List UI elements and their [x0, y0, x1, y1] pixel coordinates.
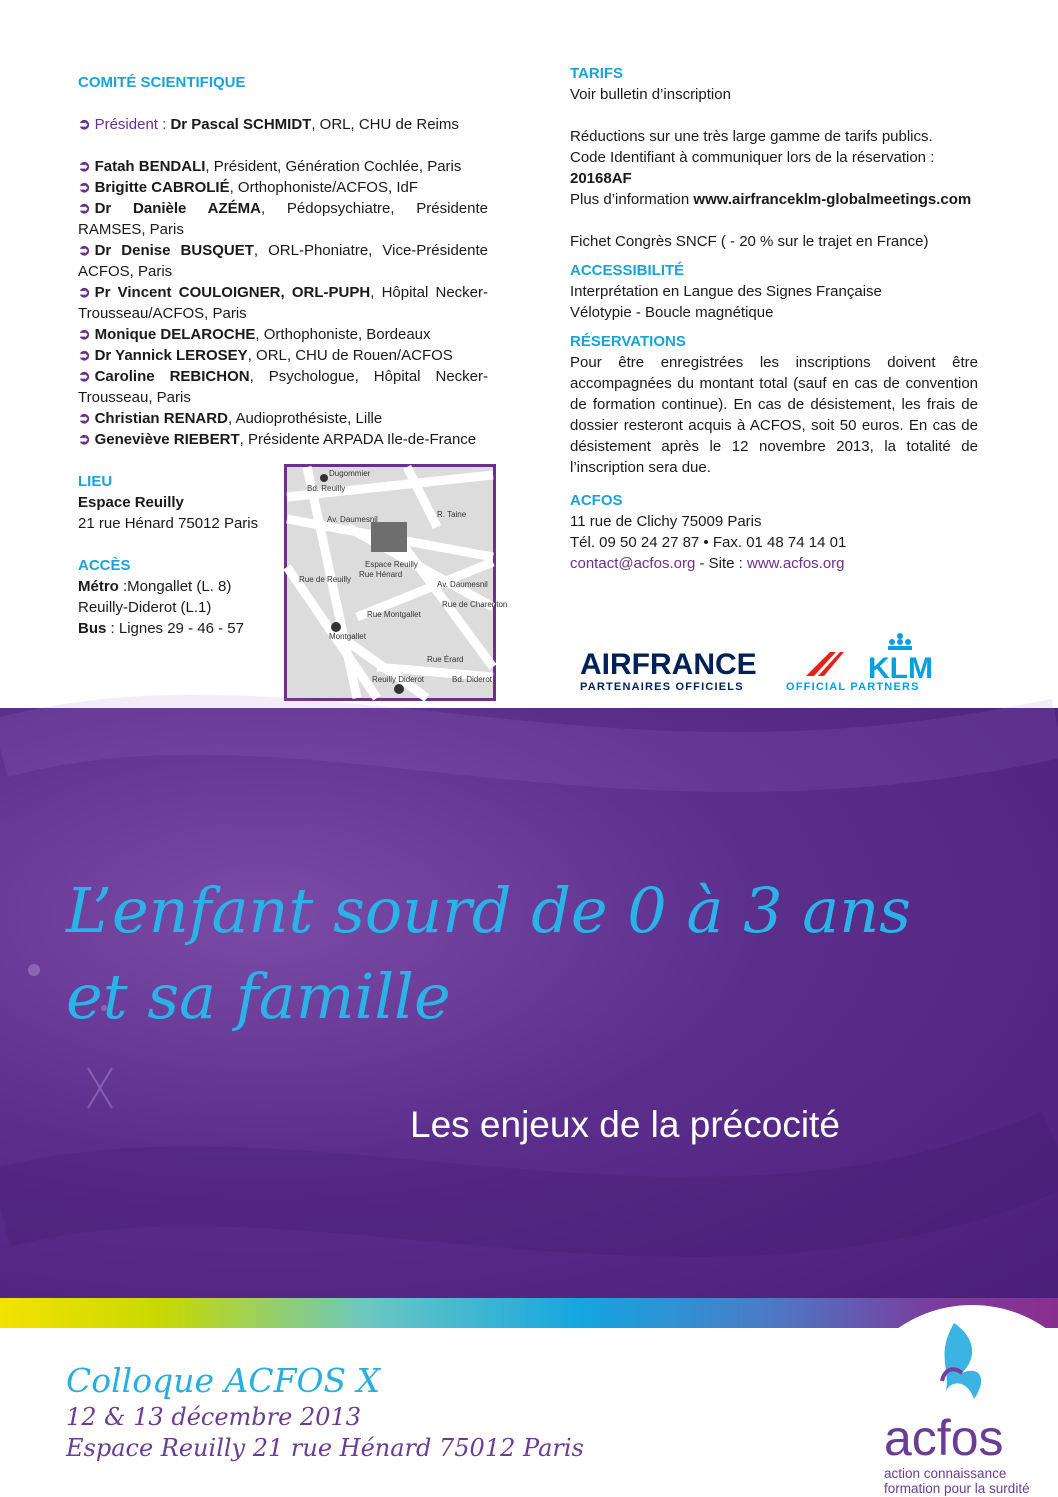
member-entry: ➲ Geneviève RIEBERT, Présidente ARPADA Ile-de-France — [78, 431, 477, 448]
president-entry: ➲ Président : Dr Pascal SCHMIDT, ORL, CHU de Reims — [78, 116, 459, 133]
acfos-wordmark: acfos — [884, 1410, 1004, 1466]
acfos-tagline2: formation pour la surdité — [884, 1481, 1030, 1496]
arrow-icon: ➲ — [78, 116, 91, 133]
map-label: R. Taine — [437, 510, 467, 519]
map-label: Montgallet — [329, 632, 366, 641]
map-illustration — [287, 467, 508, 698]
access-heading: ACCESSIBILITÉ — [570, 262, 685, 279]
hero-band — [0, 708, 1058, 1300]
arrow-icon: ➲ — [78, 179, 91, 196]
hero-title: L’enfant sourd de 0 à 3 ans et sa famille — [66, 874, 911, 1033]
map-label: Rue de Charenton — [442, 600, 508, 609]
tarifs-line2: Réductions sur une très large gamme de tarifs publics. — [570, 128, 933, 145]
resa-heading: RÉSERVATIONS — [570, 333, 686, 350]
map-label: Bd. Reuilly — [307, 484, 346, 493]
map-label: Rue Montgallet — [367, 610, 421, 619]
event-location: Espace Reuilly 21 rue Hénard 75012 Paris — [66, 1434, 584, 1462]
comite-heading: COMITÉ SCIENTIFIQUE — [78, 74, 246, 91]
tarifs-line1: Voir bulletin d’inscription — [570, 86, 731, 103]
access-line2: Vélotypie - Boucle magnétique — [570, 304, 774, 321]
airfrance-logo: AIRFRANCE — [580, 648, 757, 681]
right-column — [570, 63, 978, 574]
event-date: 12 & 13 décembre 2013 — [66, 1403, 362, 1431]
acfos-phone: Tél. 09 50 24 27 87 • Fax. 01 48 74 14 01 — [570, 534, 847, 551]
location-map — [284, 464, 508, 701]
member-entry: ➲ Caroline REBICHON, Psychologue, Hôpital Necker-Trousseau, Paris — [78, 368, 488, 406]
arrow-icon: ➲ — [78, 158, 91, 175]
hero-subtitle: Les enjeux de la précocité — [410, 1104, 840, 1145]
member-entry: ➲ Fatah BENDALI, Président, Génération Cochlée, Paris — [78, 158, 462, 175]
acfos-contact: contact@acfos.org - Site : www.acfos.org — [570, 555, 845, 572]
acfos-logo — [862, 1295, 1058, 1497]
member-entry: ➲ Brigitte CABROLIÉ, Orthophoniste/ACFOS, IdF — [78, 179, 418, 196]
arrow-icon: ➲ — [78, 284, 91, 301]
member-list — [78, 156, 488, 450]
lieu-address: 21 rue Hénard 75012 Paris — [78, 515, 259, 532]
acces-reuilly: Reuilly-Diderot (L.1) — [78, 599, 212, 616]
lieu-heading: LIEU — [78, 473, 113, 490]
map-label: Dugommier — [329, 469, 371, 478]
tarifs-info-link[interactable]: www.airfranceklm-globalmeetings.com — [693, 191, 972, 208]
acces-bus: Bus : Lignes 29 - 46 - 57 — [78, 620, 244, 637]
map-label: Rue de Reuilly — [299, 575, 352, 584]
partner-logos — [578, 630, 958, 700]
arrow-icon: ➲ — [78, 242, 91, 259]
tarifs-heading: TARIFS — [570, 65, 624, 82]
tarifs-code: 20168AF — [570, 170, 632, 187]
klm-crown-icon — [888, 633, 912, 650]
tarifs-sncf: Fichet Congrès SNCF ( - 20 % sur le trajet en France) — [570, 233, 929, 250]
event-title: Colloque ACFOS X — [66, 1361, 381, 1400]
partners-tagline-fr: PARTENAIRES OFFICIELS — [580, 681, 744, 693]
tarifs-line3: Code Identifiant à communiquer lors de la réservation : — [570, 149, 935, 166]
acces-heading: ACCÈS — [78, 557, 131, 574]
access-line1: Interprétation en Langue des Signes Française — [570, 283, 882, 300]
member-entry: ➲ Christian RENARD, Audioprothésiste, Lille — [78, 410, 383, 427]
acfos-heading: ACFOS — [570, 492, 623, 509]
map-label: Espace Reuilly — [365, 560, 418, 569]
arrow-icon: ➲ — [78, 326, 91, 343]
arrow-icon: ➲ — [78, 347, 91, 364]
email-link[interactable]: contact@acfos.org — [570, 555, 696, 572]
map-label: Rue Hénard — [359, 570, 403, 579]
tarifs-info: Plus d’information www.airfranceklm-globalmeetings.com — [570, 191, 972, 208]
arrow-icon: ➲ — [78, 200, 91, 217]
acfos-tagline1: action connaissance — [884, 1466, 1007, 1481]
klm-logo: KLM — [868, 652, 933, 685]
map-label: Av. Daumesnil — [437, 580, 488, 589]
lieu-name: Espace Reuilly — [78, 494, 184, 511]
member-entry: ➲ Dr Denise BUSQUET, ORL-Phoniatre, Vice-Présidente ACFOS, Paris — [78, 242, 488, 280]
member-entry: ➲ Monique DELAROCHE, Orthophoniste, Bordeaux — [78, 326, 431, 343]
member-entry: ➲ Pr Vincent COULOIGNER, ORL-PUPH, Hôpital Necker-Trousseau/ACFOS, Paris — [78, 284, 489, 322]
map-label: Rue Érard — [427, 655, 464, 664]
member-entry: ➲ Dr Danièle AZÉMA, Pédopsychiatre, Présidente RAMSES, Paris — [78, 200, 488, 238]
acces-metro: Métro :Mongallet (L. 8) — [78, 578, 232, 595]
site-link[interactable]: www.acfos.org — [746, 555, 845, 572]
map-label: Av. Daumesnil — [327, 515, 378, 524]
event-footer — [66, 1360, 584, 1464]
acfos-address: 11 rue de Clichy 75009 Paris — [570, 513, 762, 530]
member-entry: ➲ Dr Yannick LEROSEY, ORL, CHU de Rouen/ACFOS — [78, 347, 453, 364]
arrow-icon: ➲ — [78, 368, 91, 385]
arrow-icon: ➲ — [78, 431, 91, 448]
map-label: Bd. Diderot — [452, 675, 493, 684]
arrow-icon: ➲ — [78, 410, 91, 427]
partners-tagline-en: OFFICIAL PARTNERS — [786, 681, 920, 693]
resa-text: Pour être enregistrées les inscriptions doivent être accompagnées du montant total (sauf en cas de convention de formation continue). En cas de désistement, les frais de dossier resteront acquis à ACFOS, soit 50 euros. En cas de désistement après le 12 novembre 2013, la totalité de l’inscription sera due. — [570, 354, 978, 476]
map-label: Reuilly Diderot — [372, 675, 425, 684]
